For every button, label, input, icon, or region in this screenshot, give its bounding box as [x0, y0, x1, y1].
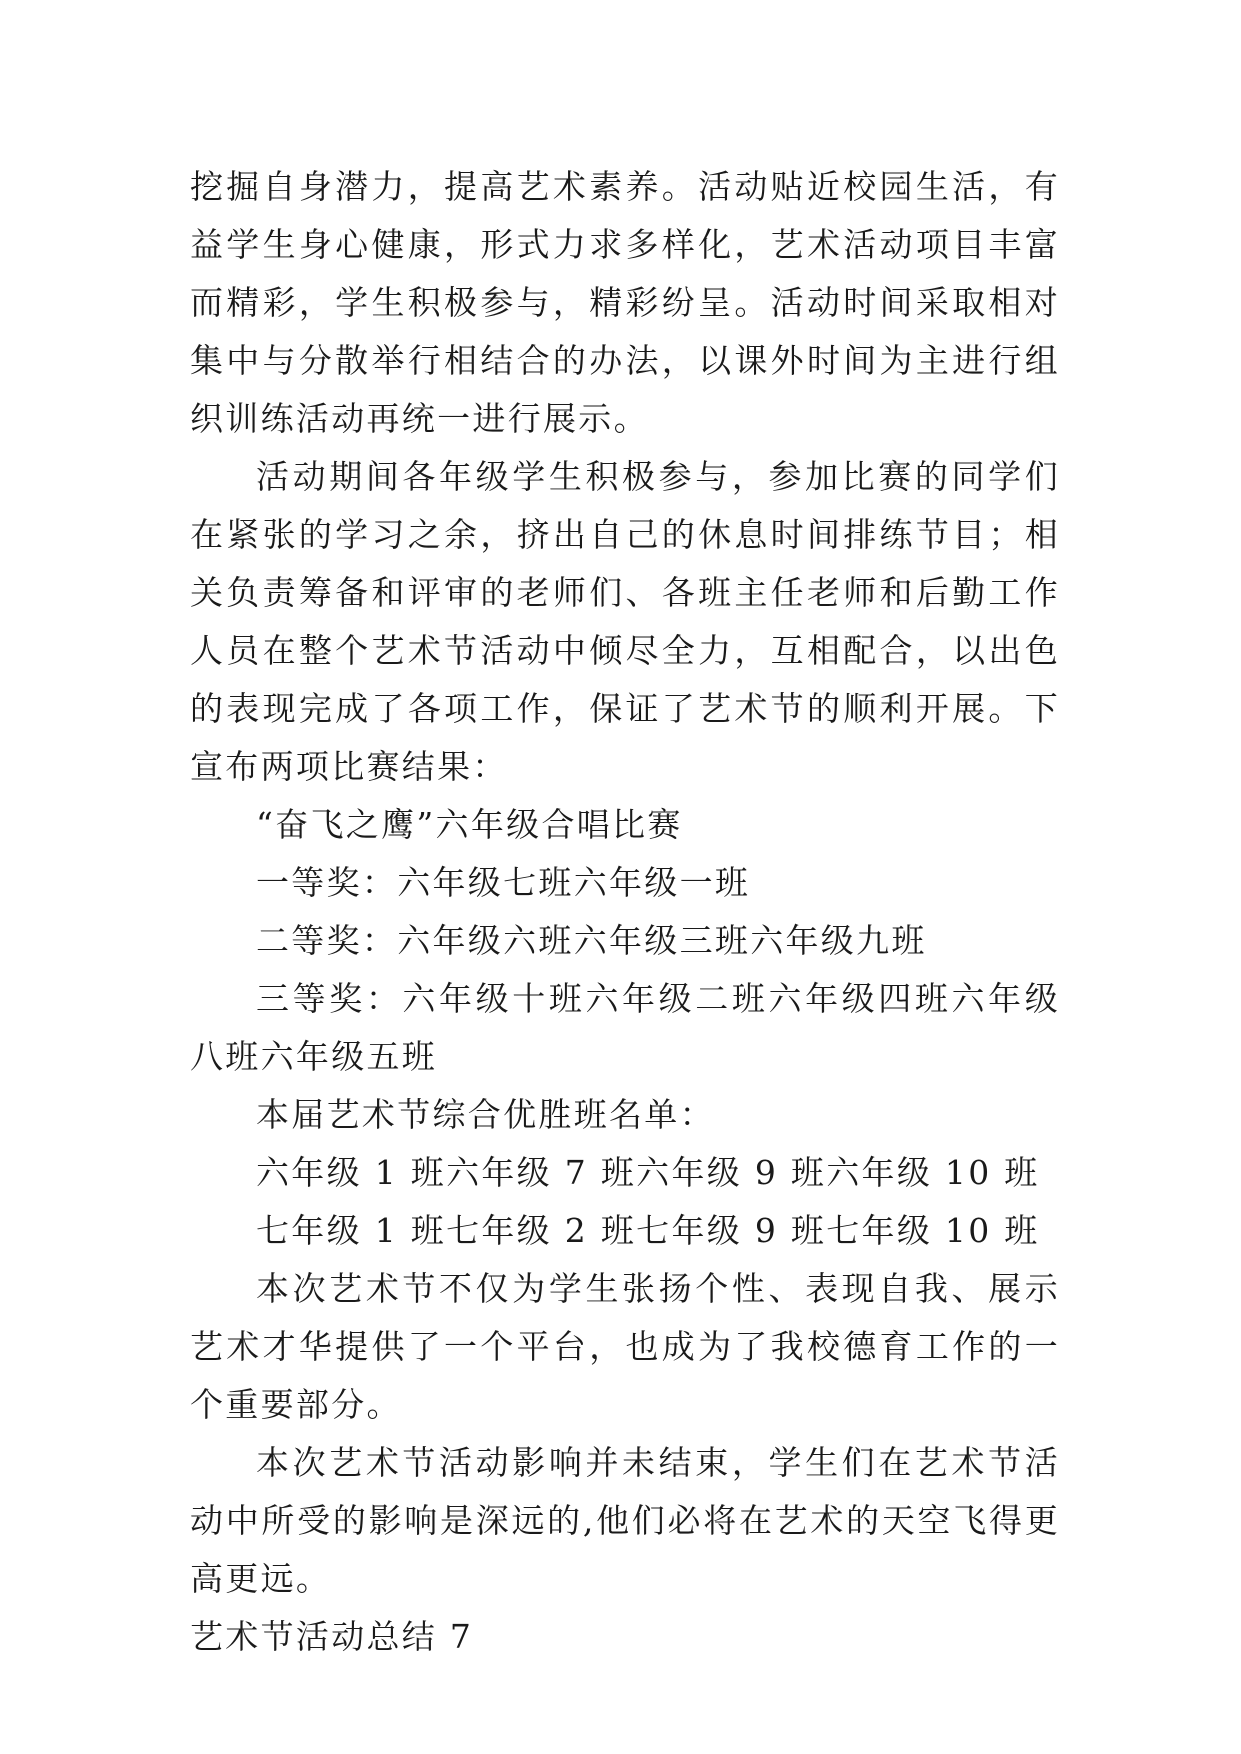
paragraph-intro: 挖掘自身潜力，提高艺术素养。活动贴近校园生活，有益学生身心健康，形式力求多样化，艺术活动项目丰富而精彩，学生积极参与，精彩纷呈。活动时间采取相对集中与分散举行相结合的办法，以课外时间为主进行组织训练活动再统一进行展示。 [190, 167, 1060, 438]
paragraph-activity-period: 活动期间各年级学生积极参与，参加比赛的同学们在紧张的学习之余，挤出自己的休息时间排练节目；相关负责筹备和评审的老师们、各班主任老师和后勤工作人员在整个艺术节活动中倾尽全力，互相配合，以出色的表现完成了各项工作，保证了艺术节的顺利开展。下宣布两项比赛结果： [190, 457, 1060, 786]
document-body [190, 158, 1060, 1666]
third-prize: 三等奖：六年级十班六年级二班六年级四班六年级八班六年级五班 [190, 979, 1060, 1076]
second-prize: 二等奖：六年级六班六年级三班六年级九班 [256, 921, 927, 960]
section-heading: 艺术节活动总结 7 [190, 1617, 474, 1656]
competition-title: “奋飞之鹰”六年级合唱比赛 [256, 805, 683, 844]
paragraph-platform: 本次艺术节不仅为学生张扬个性、表现自我、展示艺术才华提供了一个平台，也成为了我校德育工作的一个重要部分。 [190, 1269, 1060, 1424]
winning-classes-grade7: 七年级 1 班七年级 2 班七年级 9 班七年级 10 班 [256, 1211, 1040, 1250]
winning-classes-grade6: 六年级 1 班六年级 7 班六年级 9 班六年级 10 班 [256, 1153, 1040, 1192]
winning-classes-heading: 本届艺术节综合优胜班名单： [256, 1095, 715, 1134]
paragraph-conclusion: 本次艺术节活动影响并未结束，学生们在艺术节活动中所受的影响是深远的,他们必将在艺术的天空飞得更高更远。 [190, 1443, 1060, 1598]
first-prize: 一等奖：六年级七班六年级一班 [256, 863, 751, 902]
